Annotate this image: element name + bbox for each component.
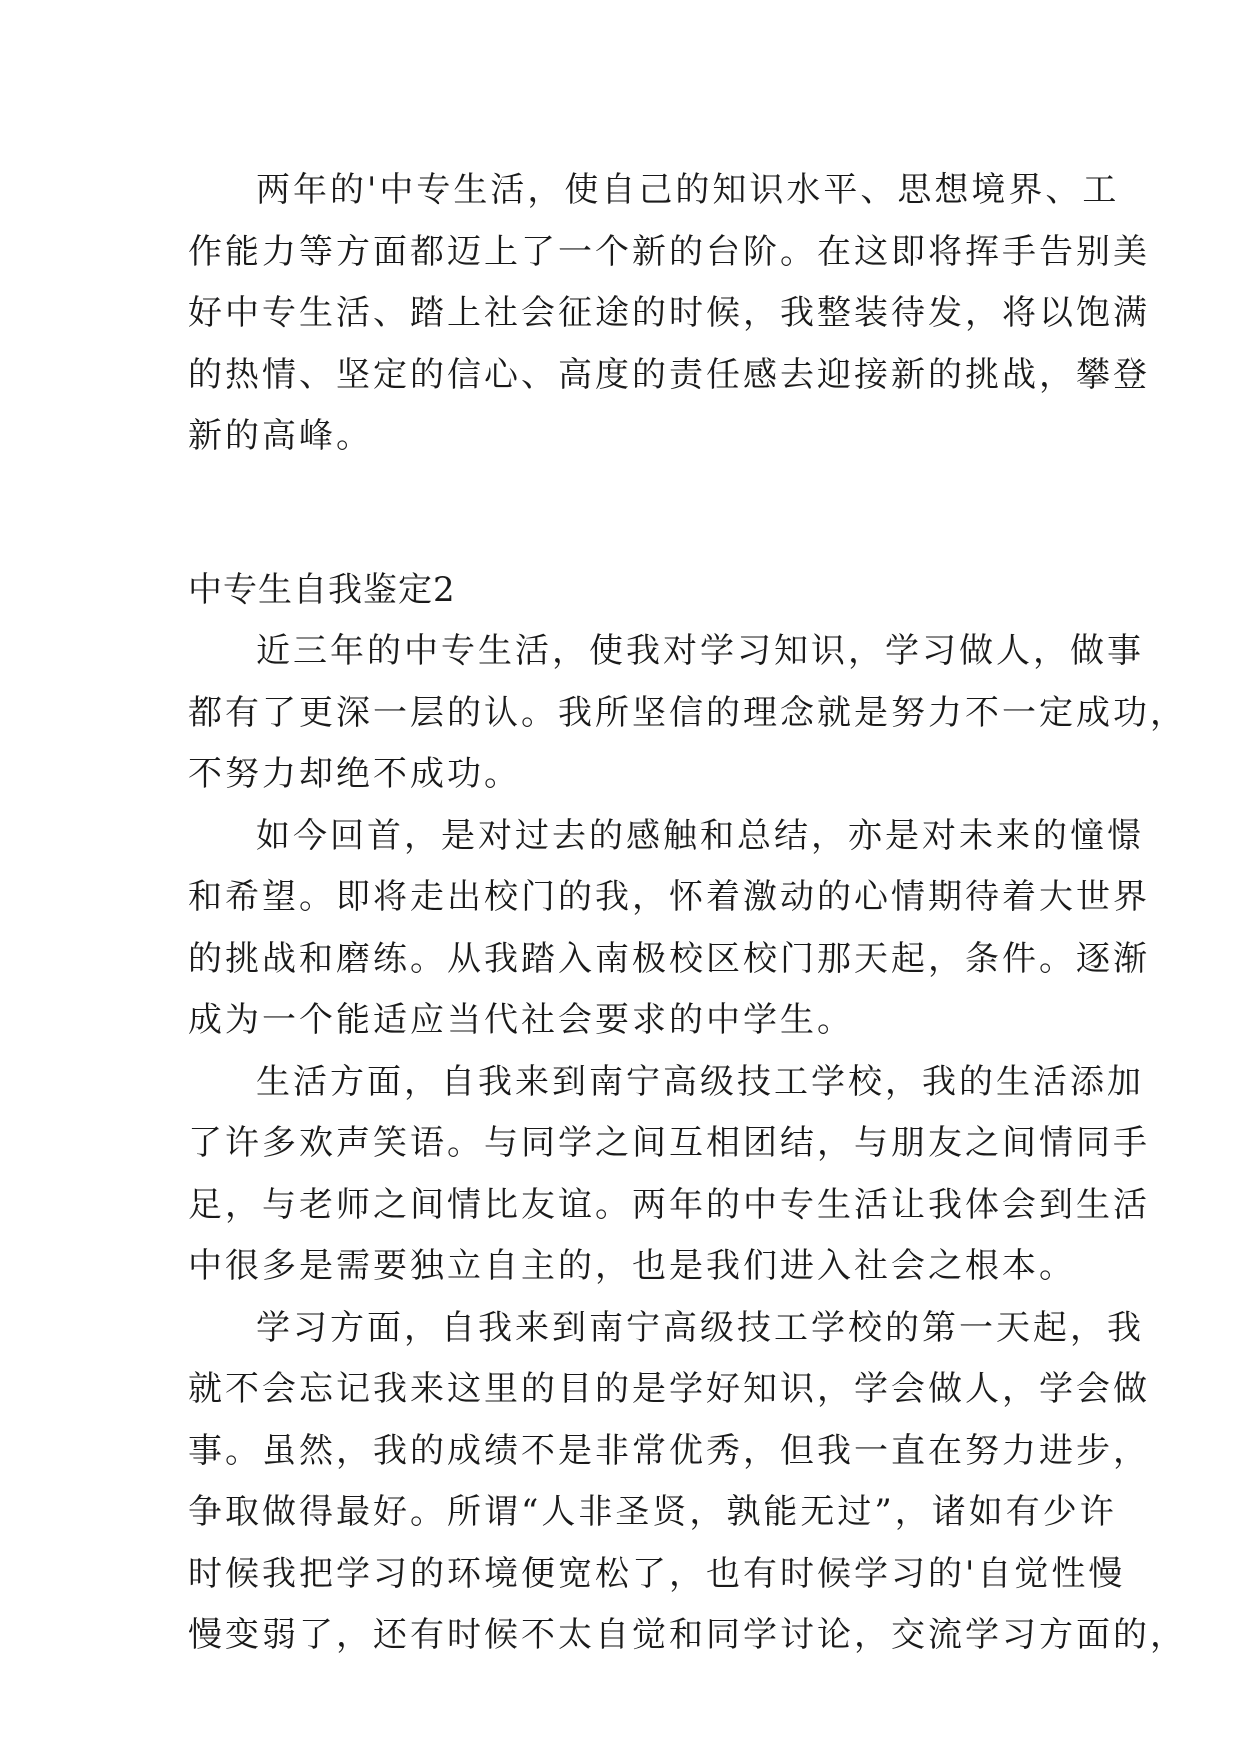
- paragraph-line: 时候我把学习的环境便宽松了，也有时候学习的'自觉性慢: [188, 1553, 1126, 1594]
- paragraph-line: 和希望。即将走出校门的我，怀着激动的心情期待着大世界: [188, 877, 1150, 917]
- paragraph-line: 事。虽然，我的成绩不是非常优秀，但我一直在努力进步，: [188, 1430, 1150, 1471]
- paragraph-line: 的挑战和磨练。从我踏入南极校区校门那天起，条件。逐渐: [188, 938, 1150, 979]
- paragraph-line: 两年的'中专生活，使自己的知识水平、思想境界、工: [256, 170, 1120, 210]
- section-heading: 中专生自我鉴定2: [188, 569, 456, 610]
- paragraph-line: 争取做得最好。所谓“人非圣贤，孰能无过”，诸如有少许: [188, 1492, 1117, 1532]
- intro-paragraph: [188, 160, 1150, 468]
- paragraph-line: 都有了更深一层的认。我所坚信的理念就是努力不一定成功，: [188, 692, 1187, 733]
- paragraph-3: [188, 1052, 1150, 1298]
- document-body: [188, 160, 1187, 1667]
- paragraph-line: 近三年的中专生活，使我对学习知识，学习做人，做事: [256, 631, 1144, 671]
- paragraph-line: 好中专生活、踏上社会征途的时候，我整装待发，将以饱满: [188, 293, 1150, 333]
- paragraph-line: 学习方面，自我来到南宁高级技工学校的第一天起，我: [256, 1307, 1144, 1348]
- paragraph-line: 新的高峰。: [188, 416, 373, 456]
- paragraph-4: [188, 1298, 1187, 1667]
- paragraph-line: 成为一个能适应当代社会要求的中学生。: [188, 1000, 854, 1040]
- paragraph-line: 如今回首，是对过去的感触和总结，亦是对未来的憧憬: [256, 815, 1144, 856]
- paragraph-line: 作能力等方面都迈上了一个新的台阶。在这即将挥手告别美: [188, 231, 1150, 272]
- paragraph-2: [188, 806, 1150, 1052]
- paragraph-line: 生活方面，自我来到南宁高级技工学校，我的生活添加: [256, 1061, 1144, 1102]
- paragraph-line: 了许多欢声笑语。与同学之间互相团结，与朋友之间情同手: [188, 1123, 1150, 1163]
- paragraph-line: 不努力却绝不成功。: [188, 754, 521, 794]
- paragraph-line: 慢变弱了，还有时候不太自觉和同学讨论，交流学习方面的，: [188, 1615, 1187, 1655]
- section-gap: [188, 468, 1068, 560]
- paragraph-1: [188, 621, 1187, 806]
- paragraph-line: 就不会忘记我来这里的目的是学好知识，学会做人，学会做: [188, 1369, 1150, 1409]
- paragraph-line: 足，与老师之间情比友谊。两年的中专生活让我体会到生活: [188, 1184, 1150, 1225]
- paragraph-line: 中很多是需要独立自主的，也是我们进入社会之根本。: [188, 1246, 1076, 1286]
- paragraph-line: 的热情、坚定的信心、高度的责任感去迎接新的挑战，攀登: [188, 354, 1150, 395]
